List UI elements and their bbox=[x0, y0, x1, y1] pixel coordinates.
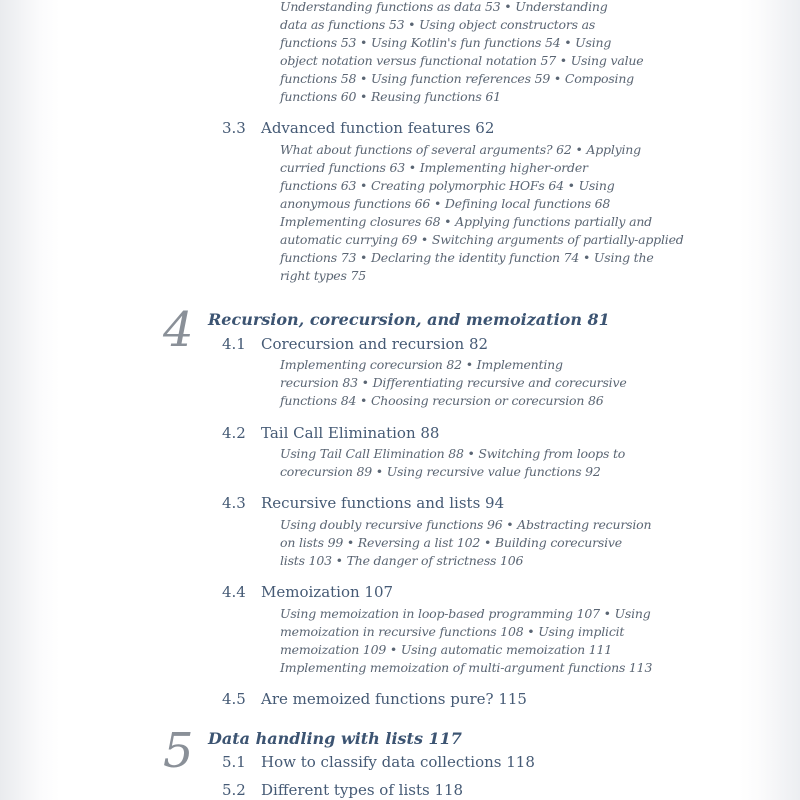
toc-subtopic-line: lists 103 • The danger of strictness 106 bbox=[280, 553, 524, 568]
toc-subtopic-line: functions 58 • Using function references 59 • Composing bbox=[280, 71, 634, 86]
toc-subtopic-line: functions 60 • Reusing functions 61 bbox=[280, 89, 501, 104]
toc-subtopic-line: Using Tail Call Elimination 88 • Switching from loops to bbox=[280, 446, 626, 461]
section-title: Different types of lists 118 bbox=[261, 781, 464, 799]
toc-subtopic-line: functions 73 • Declaring the identity function 74 • Using the bbox=[280, 250, 654, 265]
toc-subtopics-4-4 bbox=[280, 605, 652, 677]
chapter-title-4[interactable]: Recursion, corecursion, and memoization 81 bbox=[208, 310, 610, 329]
section-number: 4.2 bbox=[222, 424, 246, 442]
chapter-title-5[interactable]: Data handling with lists 117 bbox=[208, 729, 462, 748]
toc-subtopic-line: memoization in recursive functions 108 • Using implicit bbox=[280, 624, 625, 639]
toc-subtopic-line: functions 53 • Using Kotlin's fun functions 54 • Using bbox=[280, 35, 612, 50]
section-title: Are memoized functions pure? 115 bbox=[261, 690, 527, 708]
section-number: 4.4 bbox=[222, 583, 246, 601]
chapter-number-4: 4 bbox=[163, 302, 194, 358]
section-title: Memoization 107 bbox=[261, 583, 394, 601]
toc-subtopic-line: object notation versus functional notation 57 • Using value bbox=[280, 53, 644, 68]
toc-subtopic-line: Implementing corecursion 82 • Implementing bbox=[280, 357, 563, 372]
toc-subtopic-line: functions 84 • Choosing recursion or corecursion 86 bbox=[280, 393, 604, 408]
toc-subtopic-line: on lists 99 • Reversing a list 102 • Building corecursive bbox=[280, 535, 622, 550]
toc-subtopic-line: Using memoization in loop-based programming 107 • Using bbox=[280, 606, 651, 621]
section-title: Advanced function features 62 bbox=[261, 119, 495, 137]
toc-subtopic-line: Understanding functions as data 53 • Understanding bbox=[280, 0, 608, 14]
toc-subtopics-3-3 bbox=[280, 141, 684, 285]
section-number: 5.2 bbox=[222, 781, 246, 799]
chapter-number-5: 5 bbox=[163, 723, 194, 779]
section-title: Tail Call Elimination 88 bbox=[261, 424, 440, 442]
toc-subtopic-line: functions 63 • Creating polymorphic HOFs 64 • Using bbox=[280, 178, 615, 193]
section-title: How to classify data collections 118 bbox=[261, 753, 535, 771]
section-title: Recursive functions and lists 94 bbox=[261, 494, 505, 512]
toc-subtopic-line: right types 75 bbox=[280, 268, 367, 283]
toc-subtopic-line: recursion 83 • Differentiating recursive and corecursive bbox=[280, 375, 627, 390]
section-title: Corecursion and recursion 82 bbox=[261, 335, 489, 353]
toc-subtopic-line: Implementing memoization of multi-argument functions 113 bbox=[280, 660, 653, 675]
toc-subtopic-line: Using doubly recursive functions 96 • Abstracting recursion bbox=[280, 517, 652, 532]
section-number: 4.5 bbox=[222, 690, 246, 708]
toc-subtopic-line: data as functions 53 • Using object constructors as bbox=[280, 17, 596, 32]
section-number: 4.1 bbox=[222, 335, 246, 353]
toc-subtopic-line: What about functions of several arguments? 62 • Applying bbox=[280, 142, 641, 157]
toc-subtopics-4-1 bbox=[280, 356, 627, 410]
toc-subtopics-4-3 bbox=[280, 516, 651, 570]
section-number: 3.3 bbox=[222, 119, 246, 137]
toc-subtopics-top bbox=[280, 0, 643, 106]
toc-subtopic-line: anonymous functions 66 • Defining local functions 68 bbox=[280, 196, 611, 211]
toc-subtopic-line: corecursion 89 • Using recursive value functions 92 bbox=[280, 464, 601, 479]
toc-subtopic-line: memoization 109 • Using automatic memoization 111 bbox=[280, 642, 613, 657]
toc-subtopic-line: automatic currying 69 • Switching arguments of partially-applied bbox=[280, 232, 684, 247]
toc-subtopics-4-2 bbox=[280, 445, 625, 481]
section-number: 5.1 bbox=[222, 753, 246, 771]
section-number: 4.3 bbox=[222, 494, 246, 512]
toc-subtopic-line: Implementing closures 68 • Applying functions partially and bbox=[280, 214, 652, 229]
toc-subtopic-line: curried functions 63 • Implementing higher-order bbox=[280, 160, 588, 175]
